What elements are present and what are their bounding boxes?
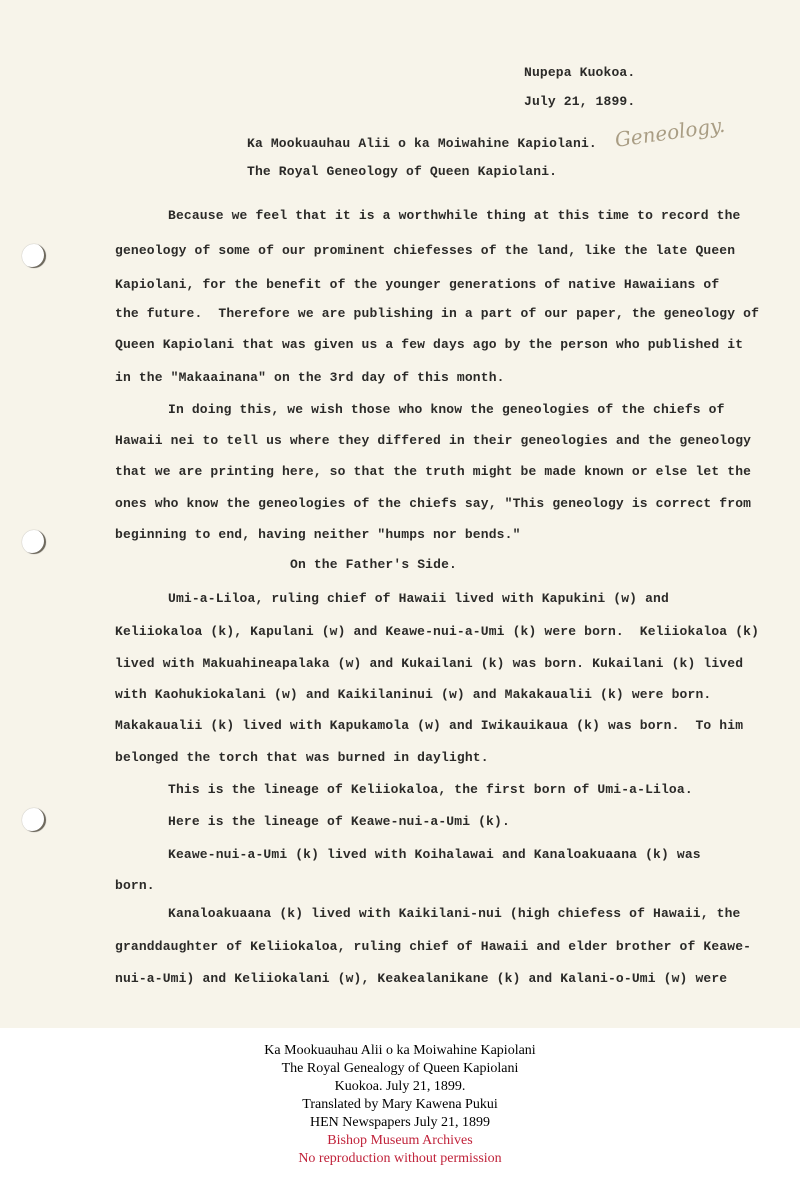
caption-archive: Bishop Museum Archives <box>327 1133 473 1148</box>
title-english: The Royal Geneology of Queen Kapiolani. <box>247 164 558 179</box>
body-line: that we are printing here, so that the truth might be made known or else let the <box>115 464 752 479</box>
body-line: in the "Makaainana" on the 3rd day of this month. <box>115 370 505 385</box>
body-line: the future. Therefore we are publishing in a part of our paper, the geneology of <box>115 306 760 321</box>
punch-hole <box>22 530 46 554</box>
body-line: beginning to end, having neither "humps nor bends." <box>115 527 521 542</box>
title-hawaiian: Ka Mookuauhau Alii o ka Moiwahine Kapiolani. <box>247 136 597 151</box>
body-line: Makakaualii (k) lived with Kapukamola (w) and Iwikauikaua (k) was born. To him <box>115 718 744 733</box>
punch-hole <box>22 244 46 268</box>
body-line: lived with Makuahineapalaka (w) and Kukailani (k) was born. Kukailani (k) lived <box>115 656 744 671</box>
archive-caption <box>0 1042 800 1168</box>
body-line: Keawe-nui-a-Umi (k) lived with Koihalawai and Kanaloakuaana (k) was <box>168 847 701 862</box>
caption-collection: HEN Newspapers July 21, 1899 <box>309 1115 491 1130</box>
caption-rights-notice: No reproduction without permission <box>298 1151 502 1166</box>
section-heading: On the Father's Side. <box>290 557 457 572</box>
body-line: nui-a-Umi) and Keliiokalani (w), Keakealanikane (k) and Kalani-o-Umi (w) were <box>115 971 728 986</box>
body-line: born. <box>115 878 155 893</box>
body-line: Kanaloakuaana (k) lived with Kaikilani-nui (high chiefess of Hawaii, the <box>168 906 741 921</box>
caption-title-hawaiian: Ka Mookuauhau Alii o ka Moiwahine Kapiolani <box>264 1043 536 1058</box>
document-date: July 21, 1899. <box>524 94 636 109</box>
body-line: geneology of some of our prominent chiefesses of the land, like the late Queen <box>115 243 736 258</box>
body-line: Umi-a-Liloa, ruling chief of Hawaii lived with Kapukini (w) and <box>168 591 669 606</box>
body-line: Queen Kapiolani that was given us a few days ago by the person who published it <box>115 337 744 352</box>
body-line: Hawaii nei to tell us where they differed in their geneologies and the geneology <box>115 433 752 448</box>
caption-title-english: The Royal Genealogy of Queen Kapiolani <box>281 1061 519 1076</box>
newspaper-name: Nupepa Kuokoa. <box>524 65 636 80</box>
body-line: ones who know the geneologies of the chiefs say, "This geneology is correct from <box>115 496 752 511</box>
body-line: Here is the lineage of Keawe-nui-a-Umi (k). <box>168 814 510 829</box>
caption-translator: Translated by Mary Kawena Pukui <box>302 1097 498 1112</box>
body-line: This is the lineage of Keliiokaloa, the first born of Umi-a-Liloa. <box>168 782 693 797</box>
caption-source: Kuokoa. July 21, 1899. <box>334 1079 466 1094</box>
body-line: with Kaohukiokalani (w) and Kaikilaninui (w) and Makakaualii (k) were born. <box>115 687 712 702</box>
handwritten-note: Geneology. <box>613 112 727 152</box>
body-line: In doing this, we wish those who know the geneologies of the chiefs of <box>168 402 725 417</box>
body-line: Because we feel that it is a worthwhile thing at this time to record the <box>168 208 741 223</box>
body-line: Keliiokaloa (k), Kapulani (w) and Keawe-nui-a-Umi (k) were born. Keliiokaloa (k) <box>115 624 760 639</box>
body-line: belonged the torch that was burned in daylight. <box>115 750 489 765</box>
punch-hole <box>22 808 46 832</box>
body-line: Kapiolani, for the benefit of the younger generations of native Hawaiians of <box>115 277 720 292</box>
body-line: granddaughter of Keliiokaloa, ruling chief of Hawaii and elder brother of Keawe- <box>115 939 752 954</box>
